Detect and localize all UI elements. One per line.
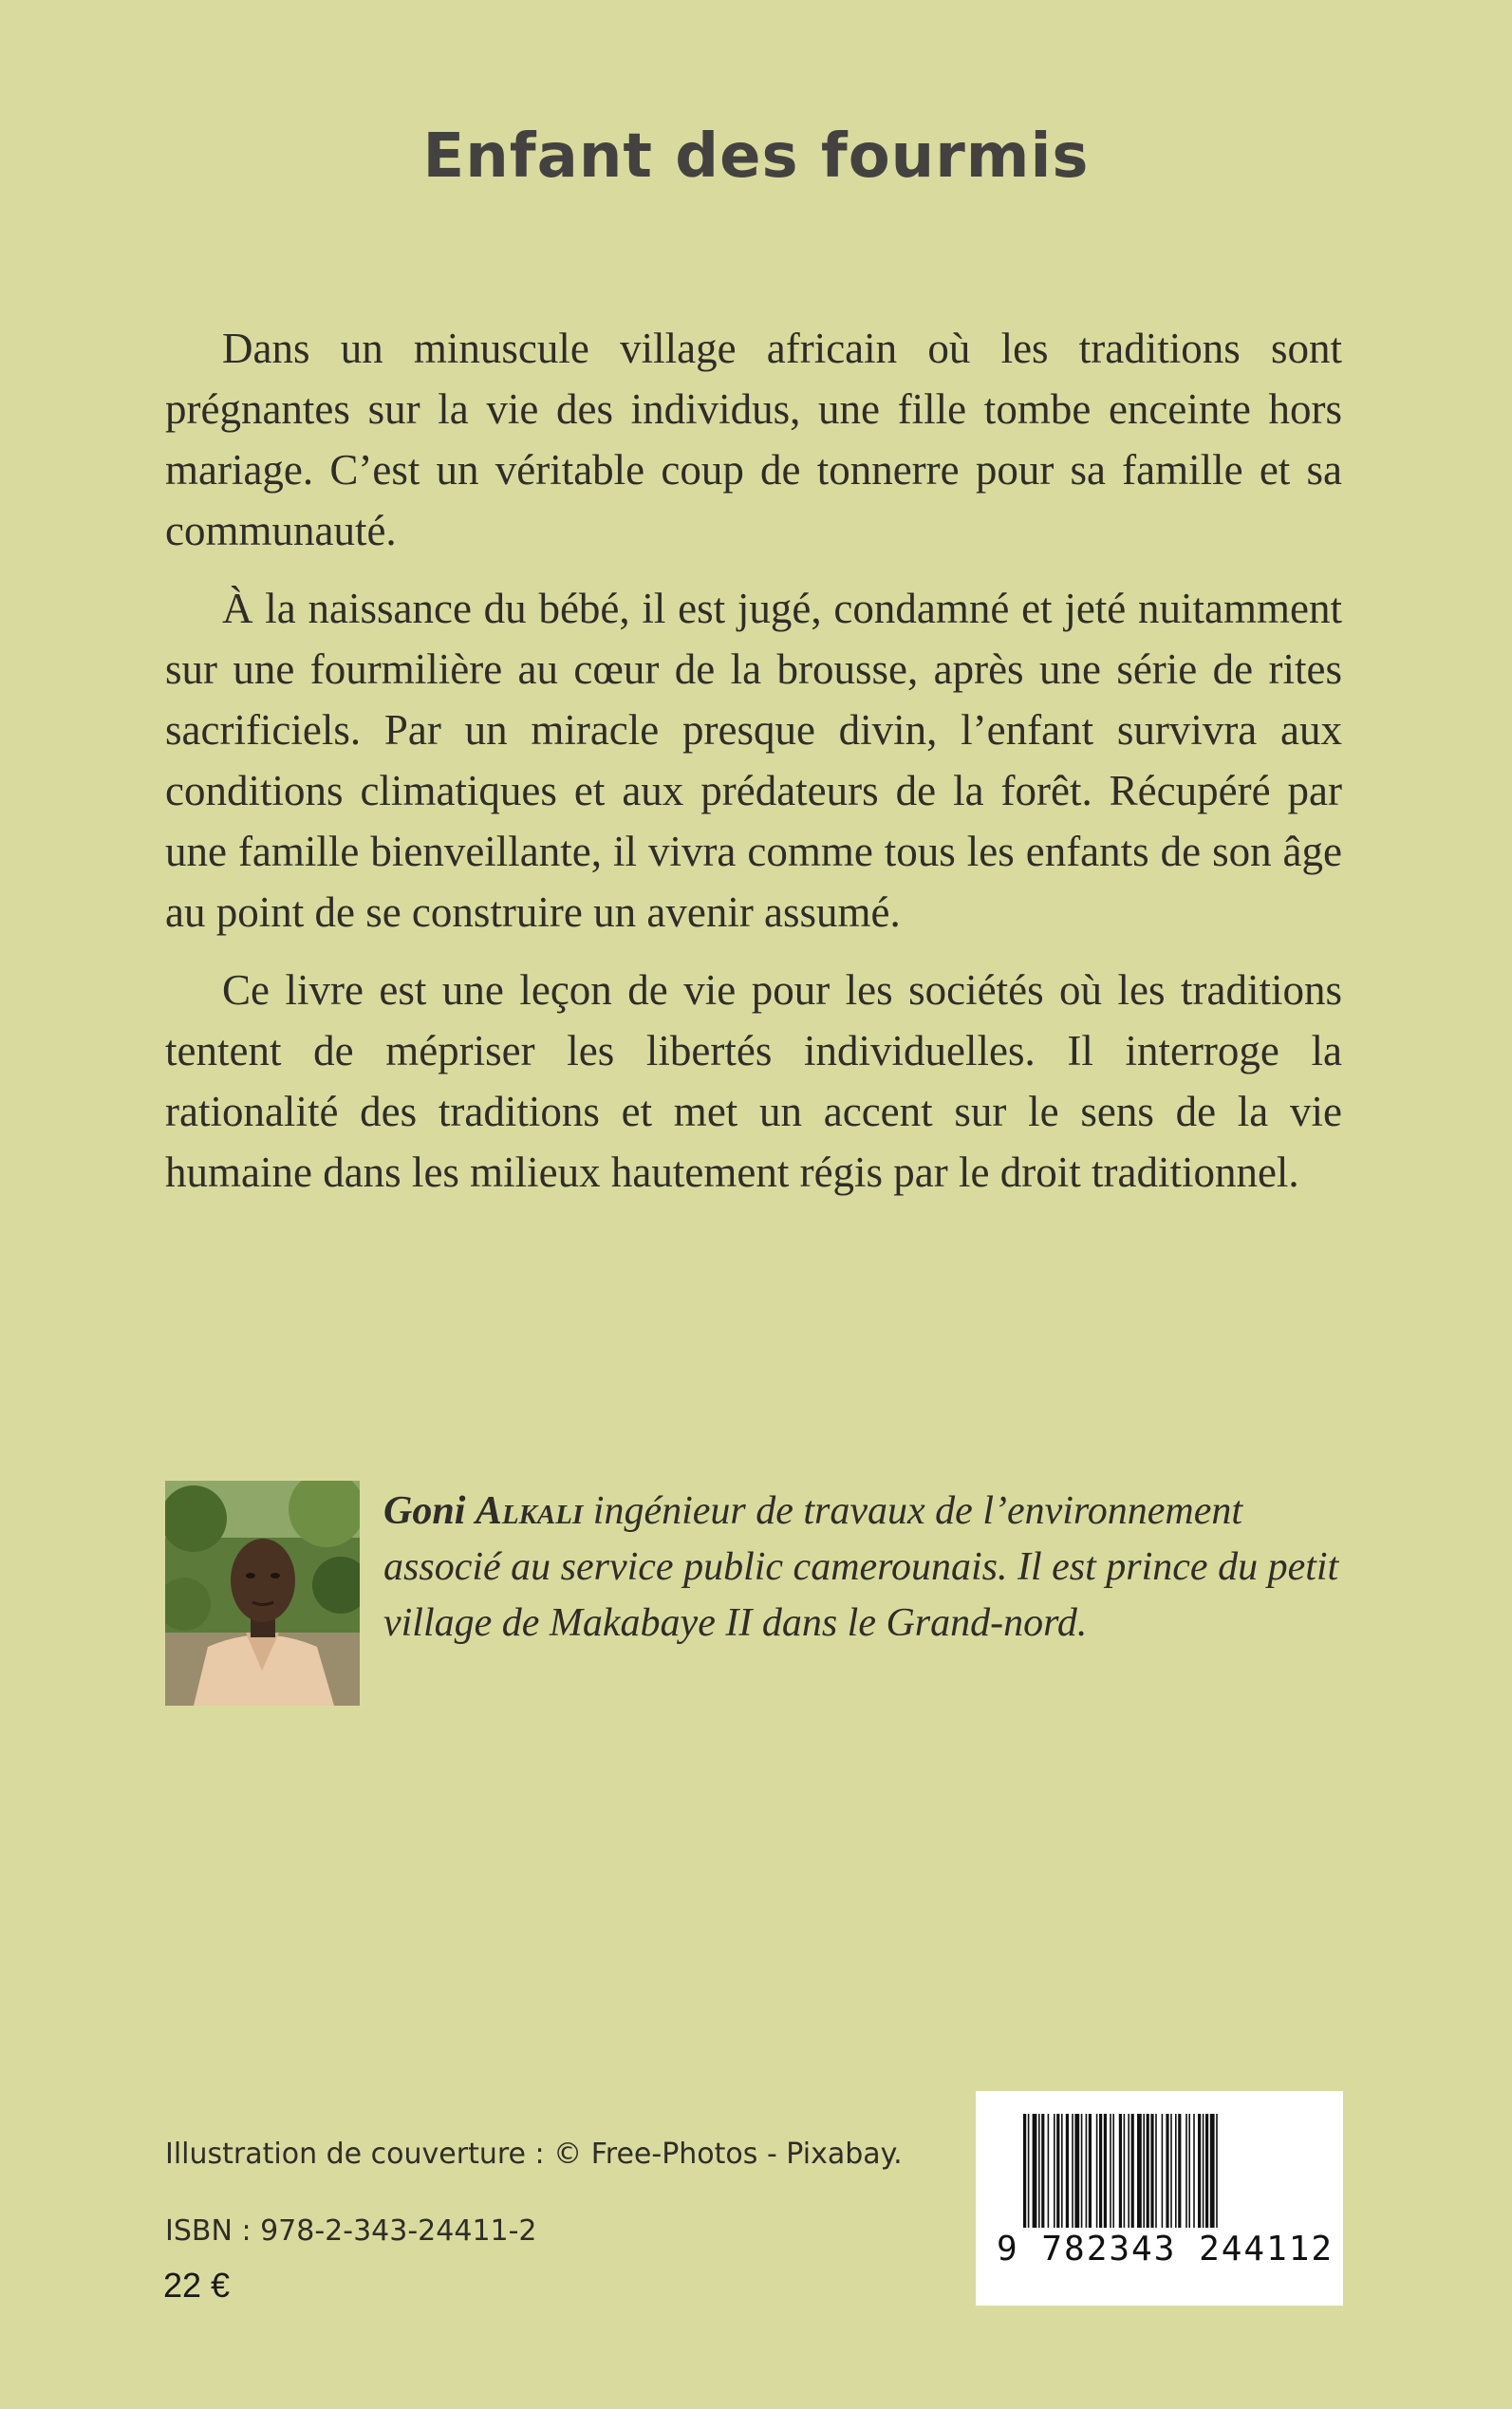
barcode-bar (1193, 2114, 1195, 2228)
barcode-bar (1178, 2114, 1181, 2228)
barcode-bar (1081, 2114, 1083, 2228)
price: 22 € (163, 2266, 231, 2305)
blurb-paragraph: Ce livre est une leçon de vie pour les sociétés où les traditions tentent de mépriser les libertés individuelles. Il interroge la rationalité des traditions et met un accent sur le sens de la vie humaine dans les milieux hautement régis par le droit traditionnel. (165, 966, 1342, 1196)
barcode-bar (1048, 2114, 1050, 2228)
barcode-bar (1110, 2114, 1111, 2228)
author-last-name: Alkali (475, 1489, 584, 1533)
barcode-bar (1028, 2114, 1030, 2228)
barcode-bar (1038, 2114, 1040, 2228)
cover-illustration-credit: Illustration de couverture : © Free-Photos - Pixabay. (165, 2138, 903, 2171)
barcode-digits: 9 782343 244112 (997, 2230, 1335, 2269)
barcode-bar (1054, 2114, 1055, 2228)
barcode-bar (1143, 2114, 1145, 2228)
barcode-bar (1188, 2114, 1190, 2228)
author-first-name: Goni (383, 1489, 466, 1533)
barcode-bar (1023, 2114, 1026, 2228)
barcode-bar (1210, 2114, 1215, 2228)
author-photo (165, 1481, 360, 1706)
barcode-bar (1137, 2114, 1142, 2228)
barcode-bar (1150, 2114, 1153, 2228)
barcode-bar (1066, 2114, 1069, 2228)
barcode-bar (1185, 2114, 1187, 2228)
barcode-bar (1112, 2114, 1114, 2228)
blurb-paragraph: À la naissance du bébé, il est jugé, condamné et jeté nuitamment sur une fourmilière au cœur de la brousse, après une série de rites sacrificiels. Par un miracle presque divin, l’enfant survivra aux conditions climatiques et aux prédateurs de la forêt. Récupéré par une famille bienveillante, il vivra comme tous les enfants de son âge au point de se construire un avenir assumé. (165, 585, 1342, 936)
barcode-bar (1205, 2114, 1208, 2228)
barcode-bar (1104, 2114, 1107, 2228)
barcode-bar (1131, 2114, 1134, 2228)
barcode-bar (1033, 2114, 1037, 2228)
barcode-bar (1216, 2114, 1218, 2228)
barcode-bar (1074, 2114, 1079, 2228)
barcode-bar (1099, 2114, 1102, 2228)
barcode-bar (1061, 2114, 1063, 2228)
barcode (976, 2091, 1343, 2306)
author-bio (383, 1484, 1342, 1652)
barcode-bar (1175, 2114, 1177, 2228)
barcode-bar (1203, 2114, 1204, 2228)
barcode-bar (1162, 2114, 1164, 2228)
blurb-paragraph: Dans un minuscule village africain où les traditions sont prégnantes sur la vie des individus, une fille tombe enceinte hors mariage. C’est un véritable coup de tonnerre pour sa famille et sa communauté. (165, 325, 1342, 554)
barcode-bar (1166, 2114, 1168, 2228)
barcode-bar (1124, 2114, 1126, 2228)
barcode-bar (1119, 2114, 1122, 2228)
barcode-bar (1041, 2114, 1044, 2228)
barcode-bar (1128, 2114, 1129, 2228)
barcode-bar (1147, 2114, 1149, 2228)
barcode-bar (1056, 2114, 1059, 2228)
barcode-bar (1096, 2114, 1098, 2228)
barcode-bar (1170, 2114, 1172, 2228)
author-portrait-image (165, 1481, 360, 1706)
barcode-bar (1155, 2114, 1157, 2228)
isbn: ISBN : 978-2-343-24411-2 (165, 2214, 537, 2248)
barcode-bars (1023, 2114, 1298, 2228)
barcode-bar (1072, 2114, 1073, 2228)
author-description: ingénieur de travaux de l’environnement associé au service public camerounais. Il est prince du petit village de Makabaye II dans le Grand-nord. (383, 1489, 1339, 1645)
barcode-bar (1089, 2114, 1092, 2228)
barcode-bar (1198, 2114, 1201, 2228)
book-title: Enfant des fourmis (422, 121, 1090, 192)
barcode-bar (1086, 2114, 1088, 2228)
back-cover-blurb (165, 318, 1342, 1220)
